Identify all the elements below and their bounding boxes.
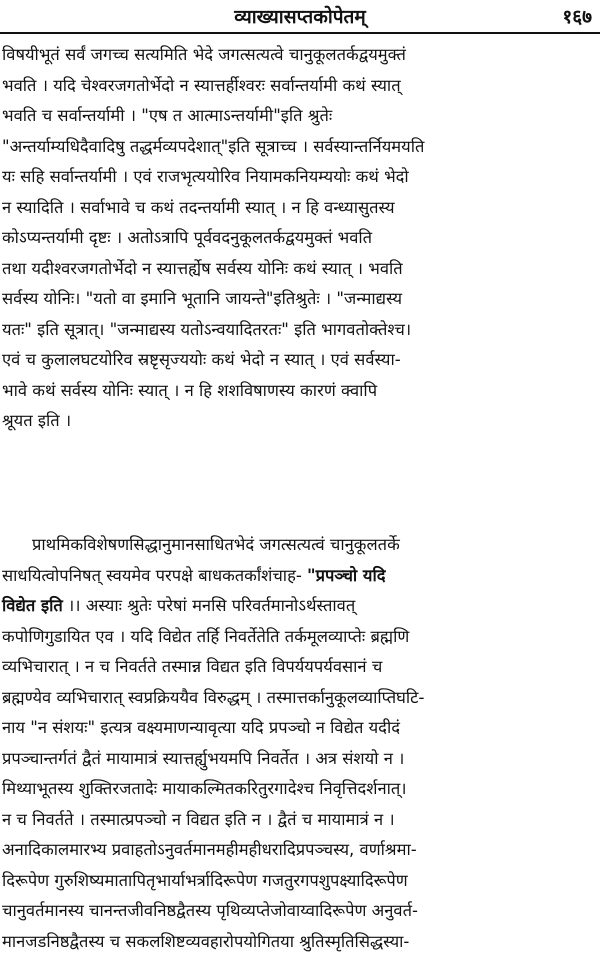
text-line: भवति । यदि चेश्वरजगतोर्भेदो न स्यात्तर्हीश्वरः सर्वान्तर्यामी कथं स्यात् xyxy=(2,75,401,95)
running-title: व्याख्यासप्तकोपेतम् xyxy=(234,6,366,28)
text-line: प्रपञ्चान्तर्गतं द्वैतं मायामात्रं स्यात्तर्ह्युभयमपि निवर्तेत । अत्र संशयो न । xyxy=(2,748,405,768)
text-line: भवति च सर्वान्तर्यामी । "एष त आत्माऽन्तर्यामी"इति श्रुतेः xyxy=(2,106,333,125)
text-line: प्राथमिकविशेषणसिद्धानुमानसाधितभेदं जगत्सत्यत्वं चानुकूलतर्के xyxy=(32,535,400,554)
text-line: दिरूपेण गुरुशिष्यमातापितृभार्याभर्त्रादिरूपेण गजतुरगपशुपक्ष्यादिरूपेण xyxy=(2,870,408,890)
text-span: साधयित्वोपनिषत् स्वयमेव परपक्षे बाधकतर्कांशंचाह- xyxy=(2,565,308,585)
page-number: १६७ xyxy=(562,6,592,28)
paragraph-1 xyxy=(0,40,600,437)
paragraph-2 xyxy=(0,530,600,957)
text-line: विषयीभूतं सर्वं जगच्च सत्यमिति भेदे जगत्सत्यत्वे चानुकूलतर्कद्वयमुक्तं xyxy=(2,45,406,64)
quoted-mantra: विद्येत इति xyxy=(2,596,63,615)
quoted-mantra: "प्रपञ्चो यदि xyxy=(307,565,386,585)
text-span: ।। अस्याः श्रुतेः परेषां मनसि परिवर्तमानोऽर्थस्तावत् xyxy=(62,596,356,615)
text-line: मानजडनिष्ठद्वैतस्य च सकलशिष्टव्यवहारोपयोगितया श्रुतिस्मृतिसिद्धस्या- xyxy=(2,931,410,951)
text-line: यः सहि सर्वान्तर्यामी । एवं राजभृत्ययोरिव नियामकनियम्ययोः कथं भेदो xyxy=(2,167,409,186)
text-line: कपोणिगुडायित एव । यदि विद्येत तर्हि निवर्तेतेति तर्कमूलव्याप्तेः ब्रह्मणि xyxy=(2,626,410,646)
text-line: तथा यदीश्वरजगतोर्भेदो न स्यात्तर्ह्येष सर्वस्य योनिः कथं स्यात् । भवति xyxy=(2,258,403,278)
text-line: मिथ्याभूतस्य शुक्तिरजतादेः मायाकल्मितकरितुरगादेश्च निवृत्तिदर्शनात्। xyxy=(2,779,407,798)
text-line: न स्यादिति । सर्वाभावे च कथं तदन्तर्यामी स्यात् । न हि वन्ध्यासुतस्य xyxy=(2,197,395,217)
text-line: कोऽप्यन्तर्यामी दृष्टः । अतोऽत्रापि पूर्ववदनुकूलतर्कद्वयमुक्तं भवति xyxy=(2,228,373,247)
text-line: एवं च कुलालघटयोरिव स्रष्टृसृज्ययोः कथं भेदो न स्यात् । एवं सर्वस्या- xyxy=(2,350,401,369)
text-line: "अन्तर्याम्यधिदैवादिषु तद्धर्मव्यपदेशात्"इति सूत्राच्च । सर्वस्यान्तर्नियमयति xyxy=(2,136,425,156)
text-line: नाय "न संशयः" इत्यत्र वक्ष्यमाणन्यावृत्या यदि प्रपञ्चो न विद्येत यदीदं xyxy=(2,718,400,737)
text-line: न च निवर्तते । तस्मात्प्रपञ्चो न विद्यत इति न । द्वैतं च मायामात्रं न । xyxy=(2,809,395,829)
text-line xyxy=(0,591,600,622)
text-line xyxy=(0,561,600,592)
text-line: भावे कथं सर्वस्य योनिः स्यात् । न हि शशविषाणस्य कारणं क्वापि xyxy=(2,380,378,400)
text-line: सर्वस्य योनिः। "यतो वा इमानि भूतानि जायन्ते"इतिश्रुतेः । "जन्माद्यस्य xyxy=(2,289,403,308)
text-line: व्यभिचारात् । न च निवर्तते तस्मान्न विद्यत इति विपर्ययपर्यवसानं च xyxy=(2,657,383,676)
text-line: श्रूयत इति । xyxy=(2,411,72,430)
text-line: अनादिकालमारभ्य प्रवाहतोऽनुवर्तमानमहीमहीधरादिप्रपञ्चस्य, वर्णाश्रमा- xyxy=(2,840,417,859)
text-line: यतः" इति सूत्रात्। "जन्माद्यस्य यतोऽन्वयादितरतः" इति भागवतोक्तेश्च। xyxy=(2,319,412,339)
running-head xyxy=(0,0,600,34)
text-line: ब्रह्मण्येव व्यभिचारात् स्वप्रक्रिययैव विरुद्धम् । तस्मात्तर्कानुकूलव्याप्तिघटि- xyxy=(2,687,425,707)
text-line: चानुवर्तमानस्य चानन्तजीवनिष्ठद्वैतस्य पृथिव्यप्तेजोवाय्वादिरूपेण अनुवर्त- xyxy=(2,901,418,920)
